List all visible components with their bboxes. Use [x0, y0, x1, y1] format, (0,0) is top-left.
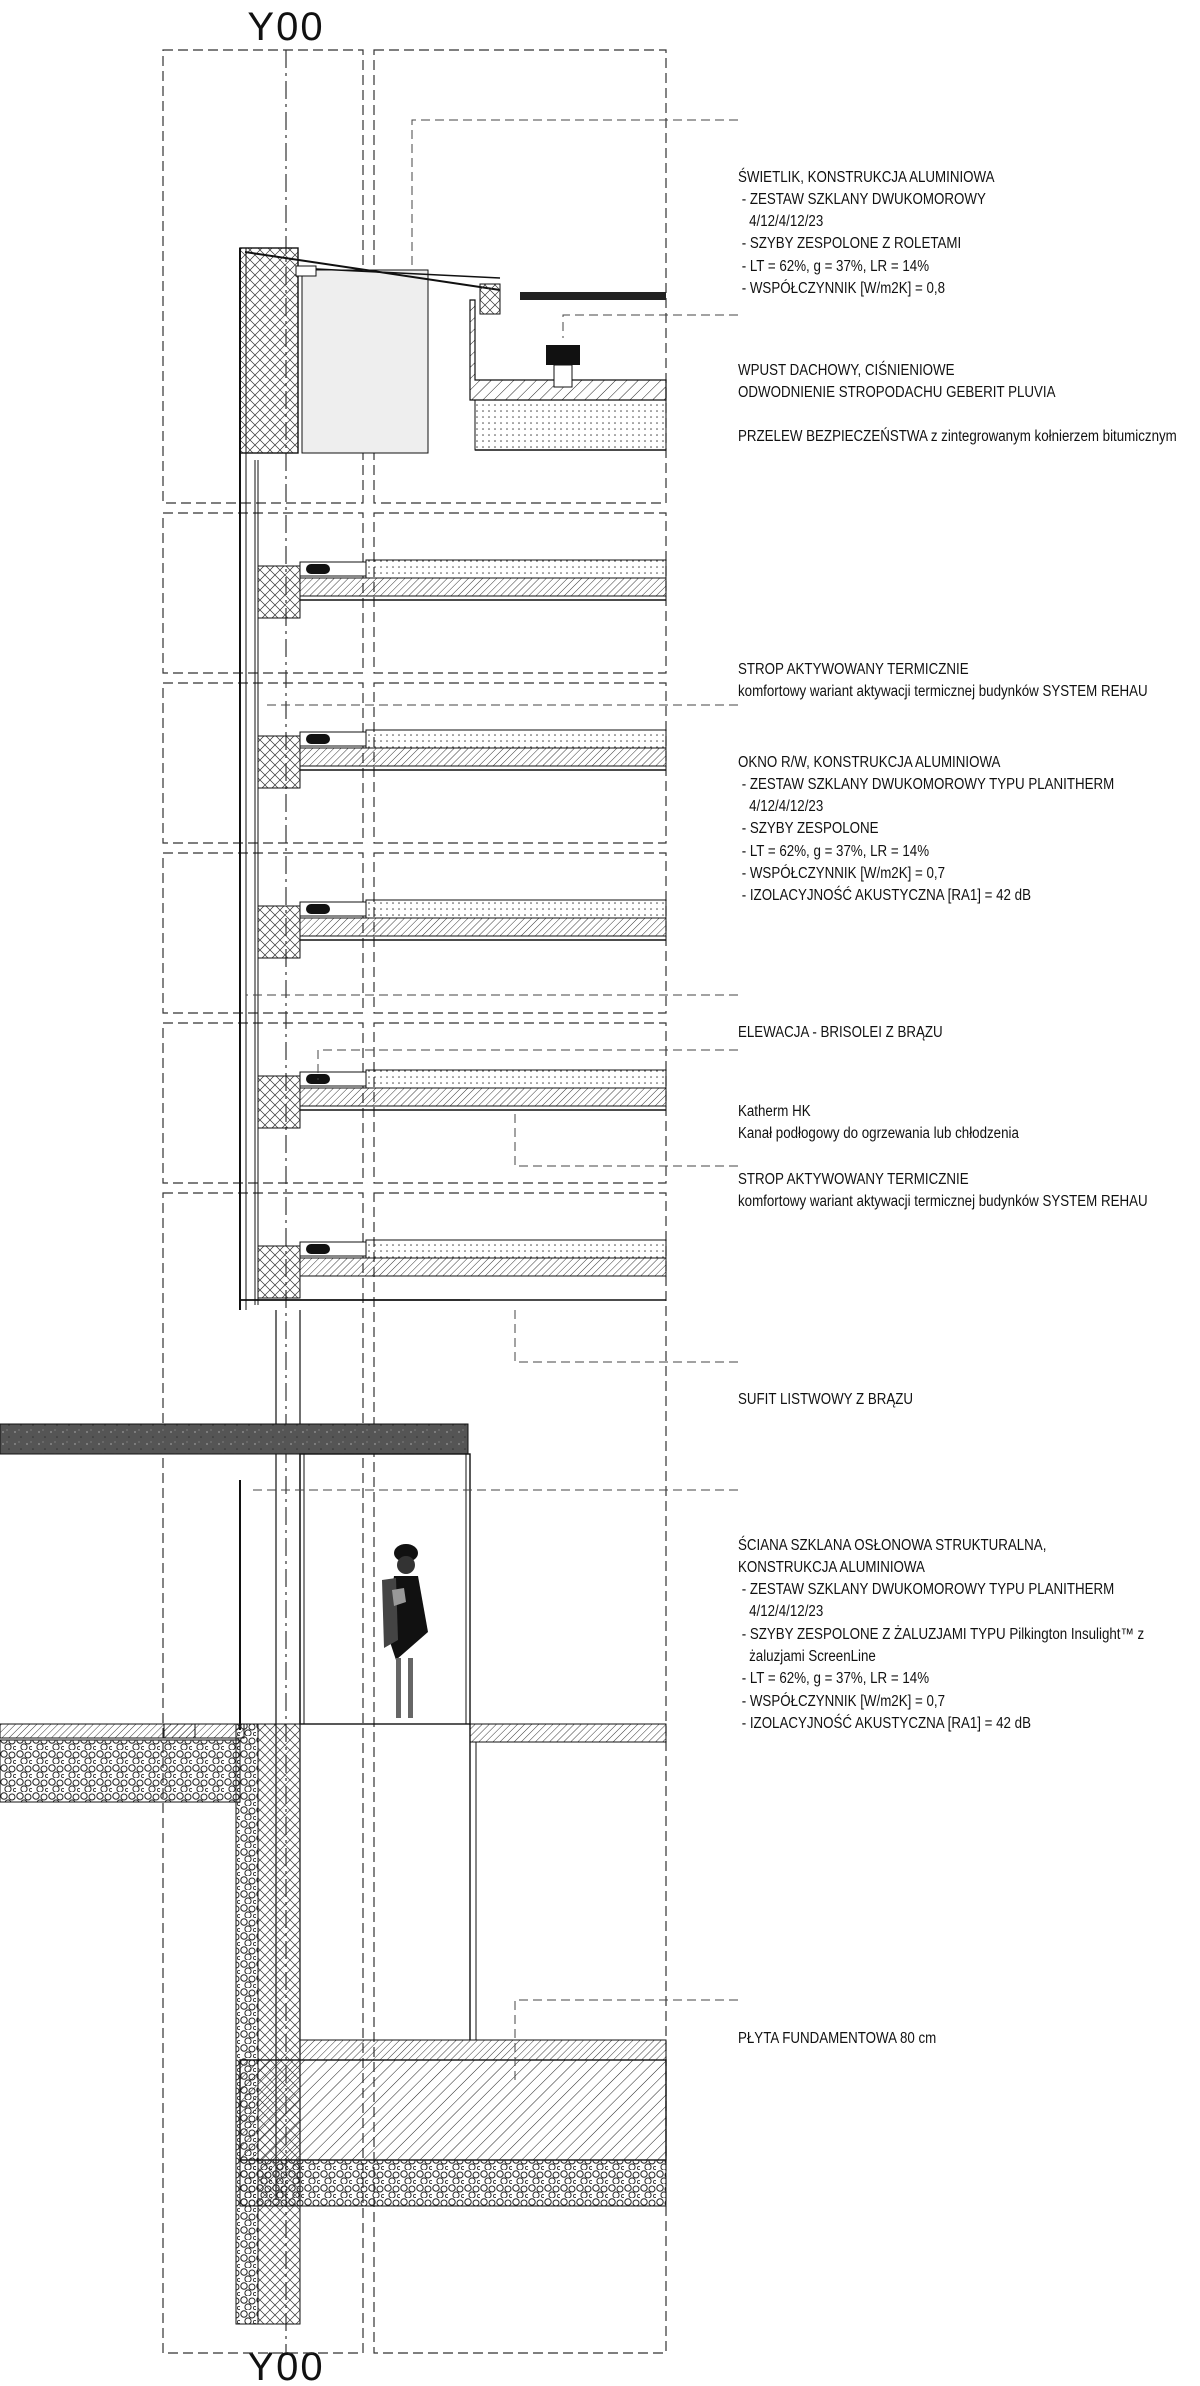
axis-label-top: Y00: [247, 5, 325, 49]
ground-and-foundation: [0, 1724, 666, 2324]
annotation-katherm: Katherm HK Kanał podłogowy do ogrzewania lub chłodzenia: [738, 1102, 1019, 1142]
floor-slab-2: [258, 730, 666, 788]
concrete-canopy: [0, 1424, 468, 1454]
person-figure: [382, 1544, 428, 1718]
floor-slab-4: [258, 1070, 666, 1128]
annotation-ceiling: SUFIT LISTWOWY Z BRĄZU: [738, 1390, 914, 1408]
annotation-slab-1: STROP AKTYWOWANY TERMICZNIE komfortowy wariant aktywacji termicznej budynków SYSTEM REHAU: [738, 660, 1148, 700]
annotation-roof-drain: WPUST DACHOWY, CIŚNIENIOWE ODWODNIENIE STROPODACHU GEBERIT PLUVIA PRZELEW BEZPIECZEŃSTWA z zintegrowanym kołnierzem bitumicznym: [738, 361, 1177, 446]
floor-slab-3: [258, 900, 666, 958]
annotation-curtain-wall: ŚCIANA SZKLANA OSŁONOWA STRUKTURALNA, KONSTRUKCJA ALUMINIOWA - ZESTAW SZKLANY DWUKOMOROWY TYPU PLANITHERM 4/12/4/12/23 - SZYBY ZESPOLONE Z ŻALUZJAMI TYPU Pilkington Insulight™ z żaluzjami ScreenLine - LT = 62%, g = 37%, LR = 14% - WSPÓŁCZYNNIK [W/m2K] = 0,7 - IZOLACYJNOŚĆ AKUSTYCZNA [RA1] = 42 dB: [738, 1536, 1145, 1732]
annotation-brise-soleil: ELEWACJA - BRISOLEI Z BRĄZU: [738, 1023, 943, 1041]
floor-slab-1: [258, 560, 666, 618]
floor-slab-5: [240, 1240, 666, 1300]
annotation-skylight: ŚWIETLIK, KONSTRUKCJA ALUMINIOWA - ZESTAW SZKLANY DWUKOMOROWY 4/12/4/12/23 - SZYBY ZESPOLONE Z ROLETAMI - LT = 62%, g = 37%, LR = 14% - WSPÓŁCZYNNIK [W/m2K] = 0,8: [738, 168, 995, 298]
axis-label-bottom: Y00: [247, 2345, 325, 2386]
annotation-window: OKNO R/W, KONSTRUKCJA ALUMINIOWA - ZESTAW SZKLANY DWUKOMOROWY TYPU PLANITHERM 4/12/4/12/23 - SZYBY ZESPOLONE - LT = 62%, g = 37%, LR = 14% - WSPÓŁCZYNNIK [W/m2K] = 0,7 - IZOLACYJNOŚĆ AKUSTYCZNA [RA1] = 42 dB: [738, 753, 1115, 905]
annotation-foundation: PŁYTA FUNDAMENTOWA 80 cm: [738, 2029, 937, 2047]
roof-detail: [240, 248, 666, 453]
annotation-slab-2: STROP AKTYWOWANY TERMICZNIE komfortowy wariant aktywacji termicznej budynków SYSTEM REHAU: [738, 1170, 1148, 1210]
